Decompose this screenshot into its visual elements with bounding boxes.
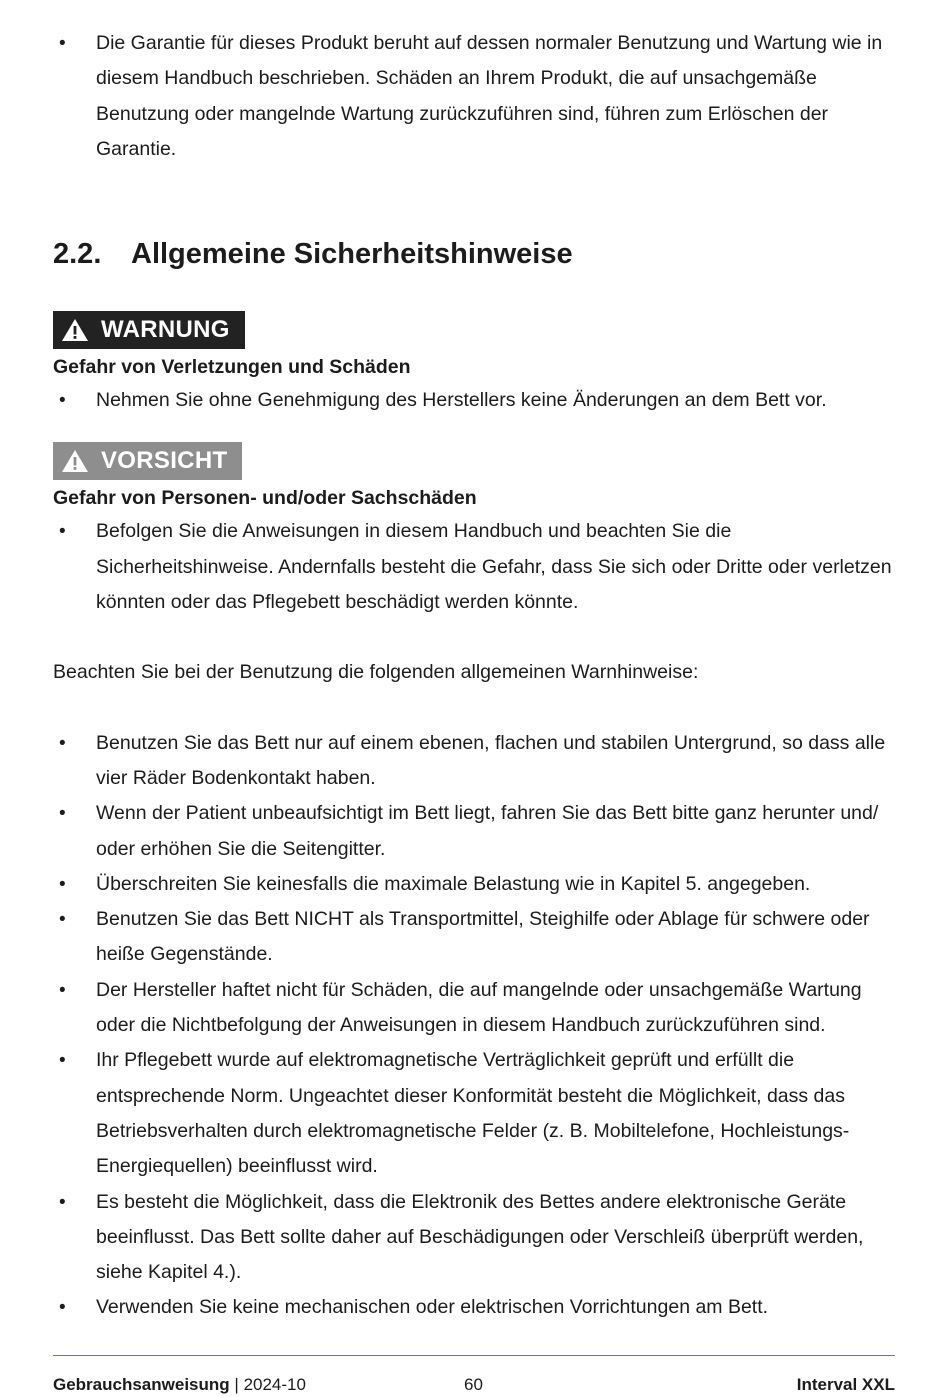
footer-doc-label: Gebrauchsanweisung — [53, 1375, 230, 1394]
footer-product: Interval XXL — [796, 1375, 895, 1394]
general-intro: Beachten Sie bei der Benutzung die folgenden allgemeinen Warnhinweise: — [53, 661, 699, 684]
footer-separator: | — [234, 1375, 239, 1394]
list-item: • Benutzen Sie das Bett nur auf einem ebenen, flachen und stabilen Untergrund, so dass alle vier Räder Bodenkontakt haben. — [53, 726, 901, 797]
footer-divider — [53, 1355, 895, 1356]
page-number: 60 — [464, 1375, 483, 1394]
list-item: • Benutzen Sie das Bett NICHT als Transportmittel, Steighilfe oder Ablage für schwere oder heiße Gegenstände. — [53, 902, 901, 973]
list-item: • Überschreiten Sie keinesfalls die maximale Belastung wie in Kapitel 5. angegeben. — [53, 867, 901, 902]
list-item: • Ihr Pflegebett wurde auf elektromagnetische Verträglichkeit geprüft und erfüllt die entsprechende Norm. Ungeachtet dieser Konformität besteht die Möglichkeit, dass das Betriebsverhalten durch elektromagnetische Felder (z. B. Mobiltelefone, Hochleistungs-Energiequellen) beeinflusst wird. — [53, 1043, 901, 1184]
intro-bullet-list — [53, 26, 901, 167]
warning-triangle-icon — [61, 449, 89, 473]
section-title: Allgemeine Sicherheitshinweise — [131, 238, 573, 271]
footer-date: 2024-10 — [243, 1375, 306, 1394]
caution-label: VORSICHT — [101, 447, 228, 475]
section-heading — [53, 234, 901, 274]
warning-title: Gefahr von Verletzungen und Schäden — [53, 356, 411, 379]
general-bullet-list — [53, 726, 901, 1326]
warning-label: WARNUNG — [101, 316, 230, 344]
list-item: • Befolgen Sie die Anweisungen in diesem Handbuch und beachten Sie die Sicherheitshinweise. Andernfalls besteht die Gefahr, dass Sie sich oder Dritte oder verletzen könnten oder das Pflegebett beschädigt werden könnte. — [53, 514, 901, 620]
list-item: • Nehmen Sie ohne Genehmigung des Herstellers keine Änderungen an dem Bett vor. — [53, 383, 901, 418]
list-item: • Verwenden Sie keine mechanischen oder elektrischen Vorrichtungen am Bett. — [53, 1290, 901, 1325]
footer — [53, 1373, 895, 1397]
warning-badge — [53, 311, 245, 349]
warning-triangle-icon — [61, 318, 89, 342]
page-content — [53, 26, 901, 1326]
caution-badge — [53, 442, 242, 480]
list-item: • Es besteht die Möglichkeit, dass die Elektronik des Bettes andere elektronische Geräte beeinflusst. Das Bett sollte daher auf Beschädigungen oder Verschleiß überprüft werden, siehe Kapitel 4.). — [53, 1185, 901, 1291]
list-item: • Der Hersteller haftet nicht für Schäden, die auf mangelnde oder unsachgemäße Wartung oder die Nichtbefolgung der Anweisungen in diesem Handbuch zurückzuführen sind. — [53, 973, 901, 1044]
warning-bullet-list — [53, 383, 901, 418]
list-item: • Die Garantie für dieses Produkt beruht auf dessen normaler Benutzung und Wartung wie in diesem Handbuch beschrieben. Schäden an Ihrem Produkt, die auf unsachgemäße Benutzung oder mangelnde Wartung zurückzuführen sind, führen zum Erlöschen der Garantie. — [53, 26, 901, 167]
footer-doc-info — [53, 1373, 306, 1397]
caution-title: Gefahr von Personen- und/oder Sachschäden — [53, 487, 477, 510]
section-number: 2.2. — [53, 238, 102, 271]
list-item: • Wenn der Patient unbeaufsichtigt im Bett liegt, fahren Sie das Bett bitte ganz herunter und/ oder erhöhen Sie die Seitengitter. — [53, 796, 901, 867]
caution-bullet-list — [53, 514, 901, 620]
